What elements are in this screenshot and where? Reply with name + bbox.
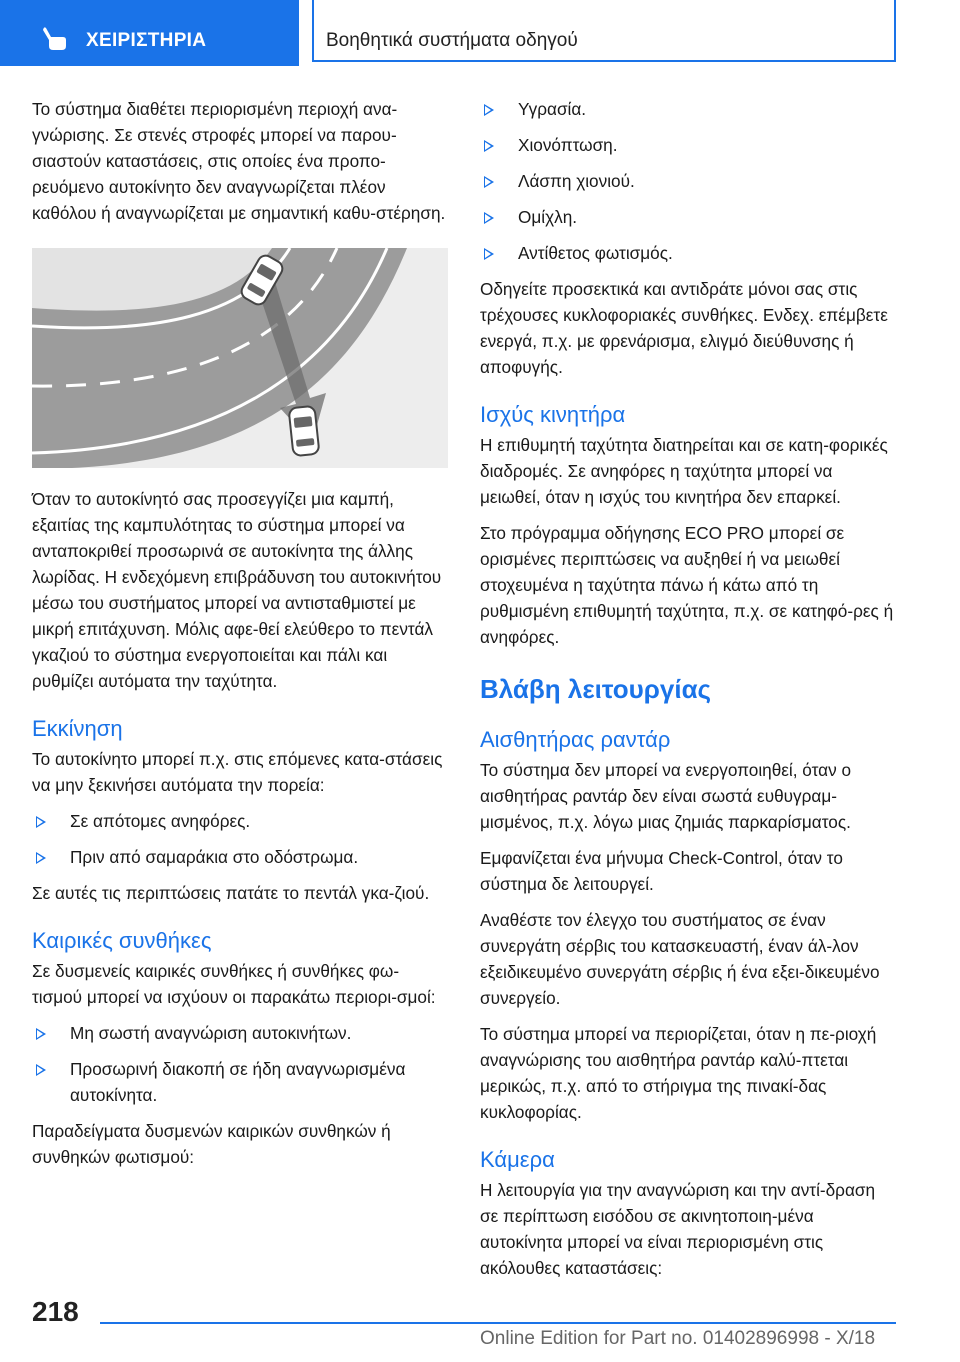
radar-paragraph-3: Αναθέστε τον έλεγχο του συστήματος σε έναν συνεργάτη σέρβις του κατασκευαστή, έναν άλ-λον εξειδικευμένο συνεργάτη σέρβις ή ένα εξει-δικευμένο συνεργείο. xyxy=(480,910,880,1008)
section-tab[interactable] xyxy=(312,0,896,62)
heading-radar-sensor: Αισθητήρας ραντάρ xyxy=(480,727,671,752)
camera-paragraph: Η λειτουργία για την αναγνώριση και την αντί-δραση σε περίπτωση εισόδου σε ακινητοποιη-μένα αυτοκίνητα μπορεί να είναι περιορισμένη στις ακόλουθες καταστάσεις: xyxy=(480,1180,876,1278)
triangle-bullet-icon xyxy=(484,212,494,224)
triangle-bullet-icon xyxy=(484,140,494,152)
triangle-bullet-icon xyxy=(36,816,46,828)
heading-camera: Κάμερα xyxy=(480,1147,555,1172)
eco-pro-paragraph: Στο πρόγραμμα οδήγησης ECO PRO μπορεί σε ορισμένες περιπτώσεις να αυξηθεί ή να μειωθεί στοχευμένα η ταχύτητα πάνω ή κάτω από τη ρυθμισμένη επιθυμητή ταχύτητα, π.χ. σε κατηφό-ρες ή ανηφόρες. xyxy=(480,523,894,647)
start-bullet-list xyxy=(32,808,448,870)
edition-note: Online Edition for Part no. 01402896998 - X/18 xyxy=(480,1328,876,1349)
weather-paragraph-2: Παραδείγματα δυσμενών καιρικών συνθηκών ή συνθηκών φωτισμού: xyxy=(32,1121,391,1167)
radar-paragraph-1: Το σύστημα δεν μπορεί να ενεργοποιηθεί, όταν ο αισθητήρας ραντάρ δεν είναι σωστά ευθυγραμ-μισμένος, π.χ. λόγω μιας ζημιάς παρκαρίσματος. xyxy=(480,760,852,832)
start-paragraph: Το αυτοκίνητο μπορεί π.χ. στις επόμενες κατα-στάσεις να μην ξεκινήσει αυτόματα την πορεία: xyxy=(32,749,443,795)
weather-paragraph: Σε δυσμενείς καιρικές συνθήκες ή συνθήκες φω-τισμού μπορεί να ισχύουν οι παρακάτω περιορι-σμοί: xyxy=(32,961,436,1007)
manual-tab[interactable] xyxy=(0,0,299,66)
right-column xyxy=(480,96,896,1291)
heading-malfunction: Βλάβη λειτουργίας xyxy=(480,674,712,704)
curve-paragraph: Όταν το αυτοκίνητό σας προσεγγίζει μια καμπή, εξαιτίας της καμπυλότητας το σύστημα μπορεί να ανταποκριθεί προσωρινά σε αυτοκίνητα της άλλης λωρίδας. Η ενδεχόμενη επιβράδυνση του αυτοκινήτου μέσω του συστήματος μπορεί να αντισταθμιστεί με μικρή επιτάχυνση. Μόλις αφε-θεί ελεύθερο το πεντάλ γκαζιού το σύστημα ενεργοποιείται και πάλι και ρυθμίζει αυτόματα την ταχύτητα. xyxy=(32,489,442,691)
page-number: 218 xyxy=(32,1296,79,1327)
list-item: Υγρασία. xyxy=(480,96,896,122)
triangle-bullet-icon xyxy=(484,248,494,260)
intro-paragraph: Το σύστημα διαθέτει περιορισμένη περιοχή ανα-γνώρισης. Σε στενές στροφές μπορεί να παρου-σιαστούν καταστάσεις, στις οποίες ένα προπο-ρευόμενο αυτοκίνητο δεν αναγνωρίζεται πλέον καθόλου ή αναγνωρίζεται με σημαντική καθυ-στέρηση. xyxy=(32,99,446,223)
heading-engine-power: Ισχύς κινητήρα xyxy=(480,402,626,427)
heading-weather: Καιρικές συνθήκες xyxy=(32,928,212,953)
triangle-bullet-icon xyxy=(484,104,494,116)
footer-divider xyxy=(100,1322,896,1324)
list-item: Χιονόπτωση. xyxy=(480,132,896,158)
triangle-bullet-icon xyxy=(36,852,46,864)
hand-pointer-icon xyxy=(38,26,68,52)
triangle-bullet-icon xyxy=(484,176,494,188)
page-header xyxy=(0,0,960,66)
list-item: Ομίχλη. xyxy=(480,204,896,230)
list-item: Προσωρινή διακοπή σε ήδη αναγνωρισμένα αυτοκίνητα. xyxy=(32,1056,448,1108)
engine-power-paragraph: Η επιθυμητή ταχύτητα διατηρείται και σε κατη-φορικές διαδρομές. Σε ανηφόρες η ταχύτητα μπορεί να μειωθεί, όταν η ισχύς του κινητήρα δεν επαρκεί. xyxy=(480,435,888,507)
drive-carefully-paragraph: Οδηγείτε προσεκτικά και αντιδράτε μόνοι σας στις τρέχουσες κυκλοφοριακές συνθήκες. Ενδεχ. επέμβετε ενεργά, π.χ. με φρενάρισμα, ελιγμό διεύθυνσης ή αποφυγής. xyxy=(480,279,888,377)
list-item: Αντίθετος φωτισμός. xyxy=(480,240,896,266)
left-column xyxy=(32,96,448,1180)
curve-illustration xyxy=(32,248,448,468)
conditions-bullet-list xyxy=(480,96,896,266)
triangle-bullet-icon xyxy=(36,1064,46,1076)
start-paragraph-2: Σε αυτές τις περιπτώσεις πατάτε το πεντάλ γκα-ζιού. xyxy=(32,883,430,903)
list-item: Μη σωστή αναγνώριση αυτοκινήτων. xyxy=(32,1020,448,1046)
list-item: Λάσπη χιονιού. xyxy=(480,168,896,194)
radar-paragraph-2: Εμφανίζεται ένα μήνυμα Check-Control, όταν το σύστημα δε λειτουργεί. xyxy=(480,848,843,894)
section-tab-label: Βοηθητικά συστήματα οδηγού xyxy=(326,30,578,51)
radar-paragraph-4: Το σύστημα μπορεί να περιορίζεται, όταν η πε-ριοχή αναγνώρισης του αισθητήρα ραντάρ καλύ-πτεται μερικώς, π.χ. από το στήριγμα της πινακί-δας κυκλοφορίας. xyxy=(480,1024,877,1122)
list-item: Σε απότομες ανηφόρες. xyxy=(32,808,448,834)
manual-tab-label: ΧΕΙΡΙΣΤΗΡΙΑ xyxy=(86,30,207,51)
triangle-bullet-icon xyxy=(36,1028,46,1040)
list-item: Πριν από σαμαράκια στο οδόστρωμα. xyxy=(32,844,448,870)
heading-start: Εκκίνηση xyxy=(32,716,123,741)
own-car-icon xyxy=(289,406,320,456)
weather-bullet-list xyxy=(32,1020,448,1108)
